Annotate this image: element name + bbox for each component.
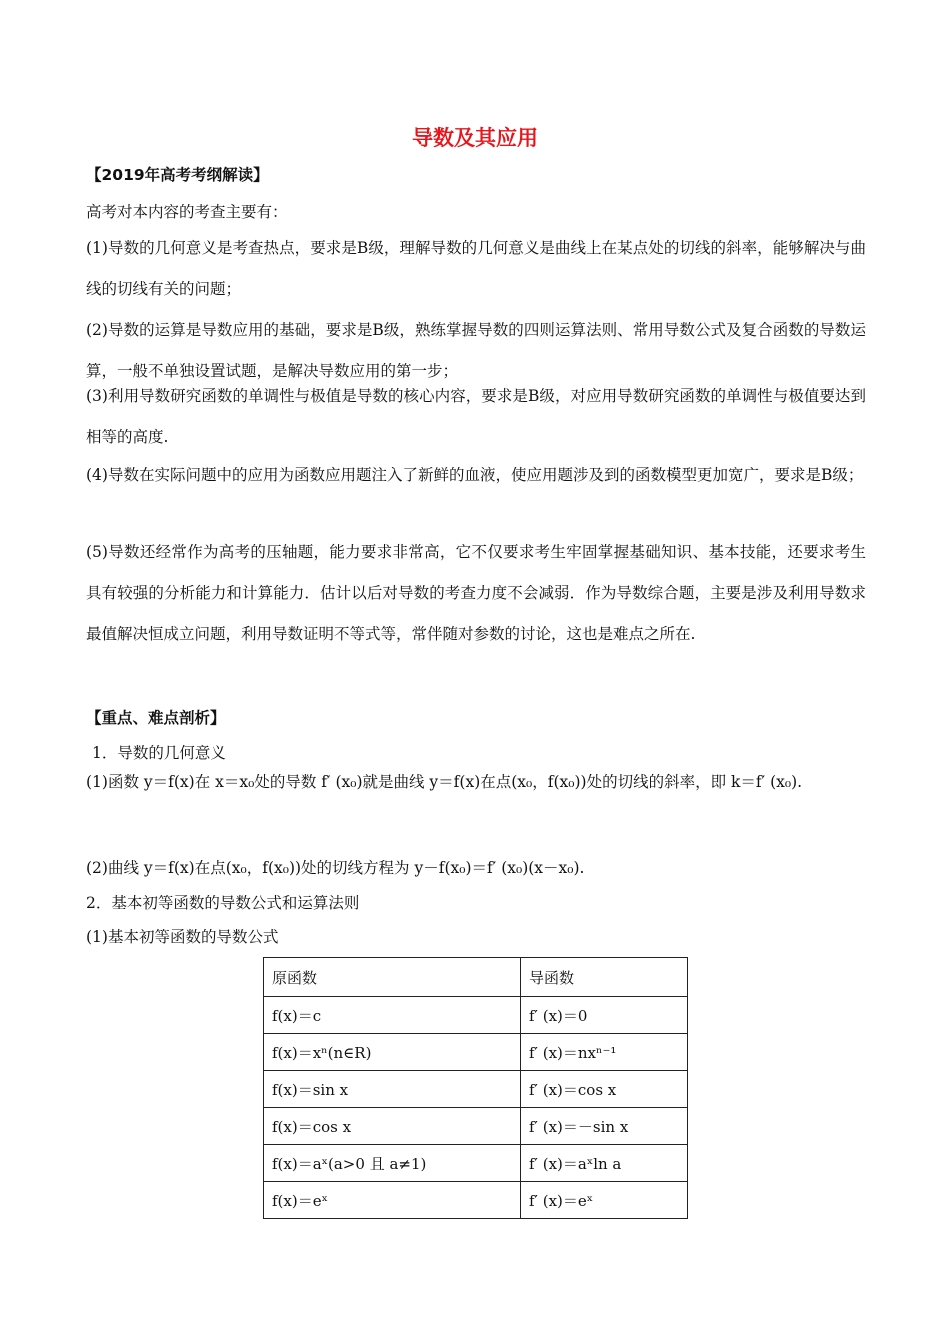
syllabus-item-2: (2)导数的运算是导数应用的基础，要求是B级，熟练掌握导数的四则运算法则、常用导数公式及复合函数的导数运算，一般不单独设置试题，是解决导数应用的第一步； [86,321,866,380]
paragraph-derivative-slope: (1)函数 y＝f(x)在 x＝x₀处的导数 f′ (x₀)就是曲线 y＝f(x)在点(x₀，f(x₀))处的切线的斜率，即 k＝f′ (x₀). [86,773,803,791]
table-header-cell: 原函数 [264,958,521,997]
table-cell-derivative: f′ (x)＝－sin x [521,1108,688,1145]
table-cell-derivative: f′ (x)＝nxⁿ⁻¹ [521,1034,688,1071]
table-row [264,1071,688,1108]
table-row [264,997,688,1034]
paragraph-tangent-equation: (2)曲线 y＝f(x)在点(x₀，f(x₀))处的切线方程为 y－f(x₀)＝f′ (x₀)(x－x₀). [86,859,585,877]
table-cell-derivative: f′ (x)＝aˣln a [521,1145,688,1182]
derivative-formula-table [263,957,688,1219]
syllabus-item-3: (3)利用导数研究函数的单调性与极值是导数的核心内容，要求是B级，对应用导数研究函数的单调性与极值要达到相等的高度. [86,387,866,446]
table-cell-function: f(x)＝aˣ(a>0 且 a≠1) [264,1145,521,1182]
table-header-cell: 导函数 [521,958,688,997]
table-cell-function: f(x)＝sin x [264,1071,521,1108]
intro-text: 高考对本内容的考查主要有： [86,203,288,221]
table-cell-derivative: f′ (x)＝0 [521,997,688,1034]
table-row [264,1034,688,1071]
table-header-row [264,958,688,997]
page-title: 导数及其应用 [412,126,538,150]
table-cell-function: f(x)＝xⁿ(n∈R) [264,1034,521,1071]
subheading-geometric-meaning: 1．导数的几何意义 [92,744,226,762]
subheading-basic-formulas: (1)基本初等函数的导数公式 [86,928,279,946]
table-row [264,1182,688,1219]
section-heading-syllabus: 【2019年高考考纲解读】 [86,166,269,184]
subheading-formulas: 2．基本初等函数的导数公式和运算法则 [86,894,360,912]
syllabus-item-4: (4)导数在实际问题中的应用为函数应用题注入了新鲜的血液，使应用题涉及到的函数模型更加宽广，要求是B级； [86,466,864,484]
section-heading-keypoints: 【重点、难点剖析】 [86,709,226,727]
table-cell-function: f(x)＝c [264,997,521,1034]
table-cell-derivative: f′ (x)＝cos x [521,1071,688,1108]
table-row [264,1108,688,1145]
syllabus-item-5: (5)导数还经常作为高考的压轴题，能力要求非常高，它不仅要求考生牢固掌握基础知识、基本技能，还要求考生具有较强的分析能力和计算能力．估计以后对导数的考查力度不会减弱．作为导数综合题，主要是涉及利用导数求最值解决恒成立问题，利用导数证明不等式等，常伴随对参数的讨论，这也是难点之所在. [86,543,866,643]
table-cell-function: f(x)＝eˣ [264,1182,521,1219]
syllabus-item-1: (1)导数的几何意义是考查热点，要求是B级，理解导数的几何意义是曲线上在某点处的切线的斜率，能够解决与曲线的切线有关的问题； [86,239,866,298]
table-row [264,1145,688,1182]
table-cell-derivative: f′ (x)＝eˣ [521,1182,688,1219]
table-cell-function: f(x)＝cos x [264,1108,521,1145]
